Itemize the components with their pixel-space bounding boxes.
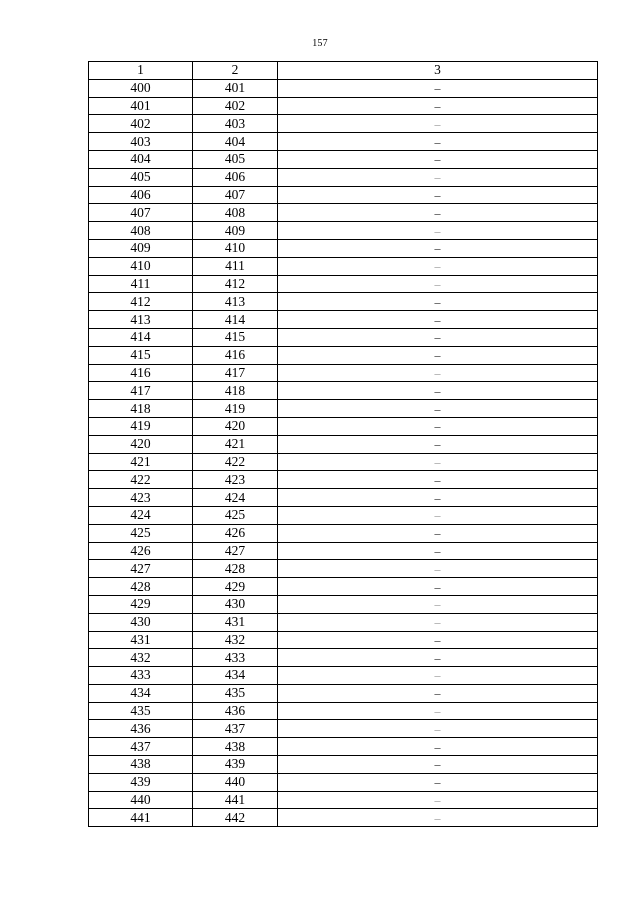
cell-col-2: 439 bbox=[193, 756, 278, 774]
table-row bbox=[89, 773, 598, 791]
cell-col-2: 413 bbox=[193, 293, 278, 311]
table-row bbox=[89, 613, 598, 631]
cell-col-1: 429 bbox=[89, 595, 193, 613]
table-row bbox=[89, 79, 598, 97]
table-row bbox=[89, 293, 598, 311]
cell-col-1: 420 bbox=[89, 435, 193, 453]
cell-col-3: – bbox=[278, 756, 598, 774]
cell-col-1: 427 bbox=[89, 560, 193, 578]
table-row bbox=[89, 471, 598, 489]
table-header bbox=[89, 62, 598, 80]
cell-col-1: 441 bbox=[89, 809, 193, 827]
cell-col-1: 434 bbox=[89, 684, 193, 702]
cell-col-1: 419 bbox=[89, 417, 193, 435]
cell-col-3: – bbox=[278, 364, 598, 382]
table-row bbox=[89, 115, 598, 133]
cell-col-1: 408 bbox=[89, 222, 193, 240]
cell-col-2: 437 bbox=[193, 720, 278, 738]
page-number: 157 bbox=[312, 38, 328, 49]
cell-col-1: 400 bbox=[89, 79, 193, 97]
column-header-3: 3 bbox=[278, 62, 598, 80]
cell-col-2: 440 bbox=[193, 773, 278, 791]
cell-col-1: 412 bbox=[89, 293, 193, 311]
cell-col-3: – bbox=[278, 595, 598, 613]
cell-col-3: – bbox=[278, 222, 598, 240]
cell-col-1: 422 bbox=[89, 471, 193, 489]
cell-col-2: 425 bbox=[193, 506, 278, 524]
cell-col-3: – bbox=[278, 667, 598, 685]
cell-col-3: – bbox=[278, 684, 598, 702]
cell-col-3: – bbox=[278, 400, 598, 418]
table-row bbox=[89, 560, 598, 578]
cell-col-3: – bbox=[278, 506, 598, 524]
cell-col-3: – bbox=[278, 293, 598, 311]
cell-col-2: 404 bbox=[193, 133, 278, 151]
cell-col-2: 405 bbox=[193, 150, 278, 168]
cell-col-2: 438 bbox=[193, 738, 278, 756]
cell-col-2: 418 bbox=[193, 382, 278, 400]
table-body bbox=[89, 79, 598, 826]
cell-col-1: 421 bbox=[89, 453, 193, 471]
cell-col-2: 411 bbox=[193, 257, 278, 275]
cell-col-2: 436 bbox=[193, 702, 278, 720]
cell-col-2: 407 bbox=[193, 186, 278, 204]
cell-col-3: – bbox=[278, 578, 598, 596]
cell-col-2: 406 bbox=[193, 168, 278, 186]
cell-col-1: 432 bbox=[89, 649, 193, 667]
cell-col-2: 428 bbox=[193, 560, 278, 578]
cell-col-2: 422 bbox=[193, 453, 278, 471]
data-table bbox=[88, 61, 598, 827]
table-row bbox=[89, 435, 598, 453]
cell-col-1: 403 bbox=[89, 133, 193, 151]
table-row bbox=[89, 133, 598, 151]
cell-col-3: – bbox=[278, 328, 598, 346]
cell-col-1: 404 bbox=[89, 150, 193, 168]
cell-col-3: – bbox=[278, 471, 598, 489]
cell-col-2: 434 bbox=[193, 667, 278, 685]
cell-col-1: 431 bbox=[89, 631, 193, 649]
cell-col-1: 437 bbox=[89, 738, 193, 756]
table-row bbox=[89, 97, 598, 115]
cell-col-2: 412 bbox=[193, 275, 278, 293]
cell-col-2: 433 bbox=[193, 649, 278, 667]
cell-col-1: 433 bbox=[89, 667, 193, 685]
table-row bbox=[89, 186, 598, 204]
table-row bbox=[89, 738, 598, 756]
cell-col-3: – bbox=[278, 738, 598, 756]
cell-col-3: – bbox=[278, 773, 598, 791]
cell-col-2: 423 bbox=[193, 471, 278, 489]
cell-col-3: – bbox=[278, 435, 598, 453]
cell-col-2: 408 bbox=[193, 204, 278, 222]
column-header-1: 1 bbox=[89, 62, 193, 80]
cell-col-2: 403 bbox=[193, 115, 278, 133]
cell-col-3: – bbox=[278, 791, 598, 809]
table-row bbox=[89, 275, 598, 293]
table-row bbox=[89, 400, 598, 418]
cell-col-1: 411 bbox=[89, 275, 193, 293]
cell-col-1: 423 bbox=[89, 489, 193, 507]
cell-col-1: 428 bbox=[89, 578, 193, 596]
cell-col-1: 406 bbox=[89, 186, 193, 204]
cell-col-1: 405 bbox=[89, 168, 193, 186]
cell-col-1: 436 bbox=[89, 720, 193, 738]
table-row bbox=[89, 667, 598, 685]
table-row bbox=[89, 168, 598, 186]
table-row bbox=[89, 720, 598, 738]
cell-col-3: – bbox=[278, 204, 598, 222]
cell-col-2: 417 bbox=[193, 364, 278, 382]
cell-col-3: – bbox=[278, 311, 598, 329]
cell-col-3: – bbox=[278, 542, 598, 560]
table-row bbox=[89, 453, 598, 471]
cell-col-2: 401 bbox=[193, 79, 278, 97]
cell-col-3: – bbox=[278, 346, 598, 364]
cell-col-1: 435 bbox=[89, 702, 193, 720]
cell-col-3: – bbox=[278, 453, 598, 471]
cell-col-3: – bbox=[278, 702, 598, 720]
cell-col-2: 430 bbox=[193, 595, 278, 613]
cell-col-2: 429 bbox=[193, 578, 278, 596]
table-row bbox=[89, 791, 598, 809]
table-row bbox=[89, 506, 598, 524]
cell-col-1: 430 bbox=[89, 613, 193, 631]
table-row bbox=[89, 684, 598, 702]
cell-col-2: 424 bbox=[193, 489, 278, 507]
cell-col-3: – bbox=[278, 79, 598, 97]
table-row bbox=[89, 489, 598, 507]
cell-col-2: 426 bbox=[193, 524, 278, 542]
table-row bbox=[89, 809, 598, 827]
cell-col-1: 439 bbox=[89, 773, 193, 791]
cell-col-2: 442 bbox=[193, 809, 278, 827]
cell-col-1: 402 bbox=[89, 115, 193, 133]
cell-col-3: – bbox=[278, 275, 598, 293]
table-row bbox=[89, 257, 598, 275]
cell-col-3: – bbox=[278, 417, 598, 435]
cell-col-2: 410 bbox=[193, 239, 278, 257]
cell-col-1: 415 bbox=[89, 346, 193, 364]
cell-col-3: – bbox=[278, 382, 598, 400]
header-row bbox=[89, 62, 598, 80]
table-row bbox=[89, 524, 598, 542]
cell-col-3: – bbox=[278, 133, 598, 151]
cell-col-2: 415 bbox=[193, 328, 278, 346]
cell-col-3: – bbox=[278, 720, 598, 738]
table-row bbox=[89, 328, 598, 346]
cell-col-3: – bbox=[278, 631, 598, 649]
cell-col-1: 425 bbox=[89, 524, 193, 542]
cell-col-2: 421 bbox=[193, 435, 278, 453]
table-row bbox=[89, 346, 598, 364]
cell-col-3: – bbox=[278, 524, 598, 542]
cell-col-3: – bbox=[278, 186, 598, 204]
table-row bbox=[89, 578, 598, 596]
table-row bbox=[89, 631, 598, 649]
cell-col-1: 414 bbox=[89, 328, 193, 346]
table-row bbox=[89, 595, 598, 613]
cell-col-2: 432 bbox=[193, 631, 278, 649]
cell-col-2: 416 bbox=[193, 346, 278, 364]
cell-col-1: 401 bbox=[89, 97, 193, 115]
cell-col-2: 402 bbox=[193, 97, 278, 115]
cell-col-1: 440 bbox=[89, 791, 193, 809]
cell-col-1: 438 bbox=[89, 756, 193, 774]
cell-col-1: 407 bbox=[89, 204, 193, 222]
cell-col-1: 426 bbox=[89, 542, 193, 560]
cell-col-3: – bbox=[278, 115, 598, 133]
cell-col-3: – bbox=[278, 560, 598, 578]
table-row bbox=[89, 311, 598, 329]
cell-col-1: 417 bbox=[89, 382, 193, 400]
cell-col-3: – bbox=[278, 239, 598, 257]
cell-col-1: 424 bbox=[89, 506, 193, 524]
table-row bbox=[89, 382, 598, 400]
cell-col-1: 418 bbox=[89, 400, 193, 418]
table-row bbox=[89, 542, 598, 560]
cell-col-1: 410 bbox=[89, 257, 193, 275]
table-row bbox=[89, 239, 598, 257]
cell-col-3: – bbox=[278, 809, 598, 827]
table-row bbox=[89, 702, 598, 720]
cell-col-3: – bbox=[278, 257, 598, 275]
cell-col-3: – bbox=[278, 649, 598, 667]
cell-col-1: 416 bbox=[89, 364, 193, 382]
cell-col-2: 419 bbox=[193, 400, 278, 418]
cell-col-3: – bbox=[278, 97, 598, 115]
table-row bbox=[89, 756, 598, 774]
table-row bbox=[89, 649, 598, 667]
cell-col-1: 409 bbox=[89, 239, 193, 257]
cell-col-2: 420 bbox=[193, 417, 278, 435]
cell-col-3: – bbox=[278, 489, 598, 507]
table-row bbox=[89, 417, 598, 435]
table-row bbox=[89, 222, 598, 240]
cell-col-1: 413 bbox=[89, 311, 193, 329]
cell-col-2: 441 bbox=[193, 791, 278, 809]
cell-col-2: 414 bbox=[193, 311, 278, 329]
cell-col-3: – bbox=[278, 168, 598, 186]
table-row bbox=[89, 150, 598, 168]
cell-col-2: 409 bbox=[193, 222, 278, 240]
cell-col-2: 431 bbox=[193, 613, 278, 631]
cell-col-2: 427 bbox=[193, 542, 278, 560]
cell-col-3: – bbox=[278, 613, 598, 631]
table-row bbox=[89, 364, 598, 382]
cell-col-2: 435 bbox=[193, 684, 278, 702]
cell-col-3: – bbox=[278, 150, 598, 168]
column-header-2: 2 bbox=[193, 62, 278, 80]
table-row bbox=[89, 204, 598, 222]
